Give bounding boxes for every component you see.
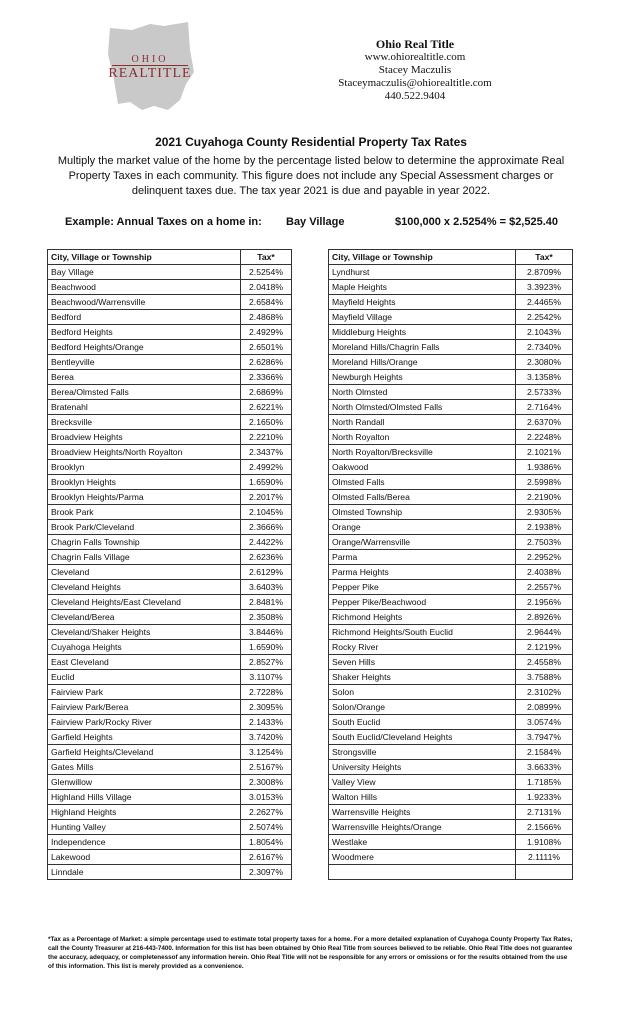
contact-block	[305, 38, 525, 103]
city-cell: Berea/Olmsted Falls	[48, 385, 241, 400]
tax-rate-cell: 2.1433%	[241, 715, 292, 730]
table-row	[329, 325, 573, 340]
tax-rate-cell: 2.6584%	[241, 295, 292, 310]
tax-rate-cell: 2.3008%	[241, 775, 292, 790]
logo-realtitle-text: REALTITLE	[108, 66, 192, 81]
table-row	[48, 760, 292, 775]
city-cell: Pepper Pike/Beachwood	[329, 595, 516, 610]
table-row	[48, 325, 292, 340]
tax-rate-cell: 2.3095%	[241, 700, 292, 715]
table-row	[329, 670, 573, 685]
tax-rate-cell: 2.2627%	[241, 805, 292, 820]
tax-rate-cell: 2.6286%	[241, 355, 292, 370]
table-row	[329, 865, 573, 880]
city-cell: Rocky River	[329, 640, 516, 655]
tax-rate-cell: 2.8926%	[516, 610, 573, 625]
city-cell: Cleveland/Berea	[48, 610, 241, 625]
city-cell: Lakewood	[48, 850, 241, 865]
table-row	[329, 265, 573, 280]
city-column-header: City, Village or Township	[48, 250, 241, 265]
tax-rate-cell: 2.2017%	[241, 490, 292, 505]
table-row	[48, 295, 292, 310]
table-row	[48, 520, 292, 535]
table-row	[329, 565, 573, 580]
table-row	[329, 745, 573, 760]
tax-rate-cell: 1.9386%	[516, 460, 573, 475]
table-row	[329, 475, 573, 490]
table-row	[329, 385, 573, 400]
table-row	[329, 460, 573, 475]
city-cell: Chagrin Falls Village	[48, 550, 241, 565]
table-row	[329, 295, 573, 310]
city-cell: Bay Village	[48, 265, 241, 280]
tax-rate-cell: 2.1566%	[516, 820, 573, 835]
website-link[interactable]: www.ohiorealtitle.com	[364, 51, 466, 63]
tax-rate-cell: 2.7164%	[516, 400, 573, 415]
table-row	[329, 700, 573, 715]
tax-rate-cell: 3.6633%	[516, 760, 573, 775]
city-cell: Euclid	[48, 670, 241, 685]
table-row	[329, 430, 573, 445]
tax-rate-cell: 2.0899%	[516, 700, 573, 715]
tax-rate-cell: 1.9233%	[516, 790, 573, 805]
table-row	[329, 280, 573, 295]
company-name: Ohio Real Title	[375, 37, 455, 51]
tax-rate-cell: 2.1650%	[241, 415, 292, 430]
city-cell: Warrensville Heights	[329, 805, 516, 820]
tax-rate-cell: 3.0153%	[241, 790, 292, 805]
tax-rate-cell: 1.9108%	[516, 835, 573, 850]
table-row	[329, 505, 573, 520]
city-cell: Solon/Orange	[329, 700, 516, 715]
table-row	[48, 310, 292, 325]
tax-rate-cell: 2.6129%	[241, 565, 292, 580]
footnote: *Tax as a Percentage of Market: a simple percentage used to estimate total property taxes for a home. For a more detailed explanation of Cuyahoga County Property Tax Rates, call the County Treasurer at 216-443-7400. Information for this list has been obtained by Ohio Real Title from sources believed to be reliable. Ohio Real Title does not guarantee the accuracy, adequacy, or completenessof any information herein. Ohio Real Title will not be responsible for any errors or omissions or for the results obtained from the use of this information. This list is merely provided as a convenience.	[48, 936, 573, 970]
city-cell: Richmond Heights/South Euclid	[329, 625, 516, 640]
city-cell: Brecksville	[48, 415, 241, 430]
example-calculation: $100,000 x 2.5254% = $2,525.40	[395, 216, 559, 228]
city-cell: Pepper Pike	[329, 580, 516, 595]
city-cell: Hunting Valley	[48, 820, 241, 835]
city-cell: Oakwood	[329, 460, 516, 475]
city-cell: Beachwood/Warrensville	[48, 295, 241, 310]
table-row	[329, 595, 573, 610]
city-cell: Parma Heights	[329, 565, 516, 580]
table-row	[48, 385, 292, 400]
tax-rate-cell: 2.1043%	[516, 325, 573, 340]
table-row	[48, 535, 292, 550]
tax-rate-cell: 2.7131%	[516, 805, 573, 820]
tax-rate-cell: 2.1938%	[516, 520, 573, 535]
table-row	[329, 415, 573, 430]
table-row	[329, 445, 573, 460]
city-cell: Linndale	[48, 865, 241, 880]
tax-rate-cell: 2.7228%	[241, 685, 292, 700]
tax-rate-cell: 2.1584%	[516, 745, 573, 760]
city-cell	[329, 865, 516, 880]
table-row	[329, 310, 573, 325]
table-row	[329, 535, 573, 550]
table-row	[48, 265, 292, 280]
tax-rate-cell: 2.2248%	[516, 430, 573, 445]
table-row	[48, 670, 292, 685]
table-row	[329, 625, 573, 640]
city-cell: Highland Heights	[48, 805, 241, 820]
tax-rate-cell: 2.2557%	[516, 580, 573, 595]
tax-rate-cell: 2.4558%	[516, 655, 573, 670]
tax-column-header: Tax*	[516, 250, 573, 265]
city-cell: Strongsville	[329, 745, 516, 760]
table-row	[48, 745, 292, 760]
table-row	[329, 340, 573, 355]
table-row	[48, 820, 292, 835]
city-cell: North Royalton/Brecksville	[329, 445, 516, 460]
tax-rate-cell: 2.4038%	[516, 565, 573, 580]
city-cell: Lyndhurst	[329, 265, 516, 280]
table-row	[329, 715, 573, 730]
table-row	[48, 475, 292, 490]
tax-rate-cell: 2.9644%	[516, 625, 573, 640]
city-cell: Olmsted Falls	[329, 475, 516, 490]
table-row	[48, 595, 292, 610]
table-row	[48, 580, 292, 595]
tax-rate-cell: 1.7185%	[516, 775, 573, 790]
table-row	[329, 355, 573, 370]
tax-rate-cell: 2.6236%	[241, 550, 292, 565]
city-cell: South Euclid	[329, 715, 516, 730]
email-link[interactable]: Staceymaczulis@ohiorealtitle.com	[338, 77, 492, 89]
tax-rate-cell: 2.8709%	[516, 265, 573, 280]
city-cell: Independence	[48, 835, 241, 850]
tax-rate-cell: 2.5074%	[241, 820, 292, 835]
city-cell: Shaker Heights	[329, 670, 516, 685]
table-row	[329, 655, 573, 670]
city-cell: Orange	[329, 520, 516, 535]
city-cell: Brook Park/Cleveland	[48, 520, 241, 535]
city-cell: Cleveland Heights/East Cleveland	[48, 595, 241, 610]
phone-number: 440.522.9404	[384, 90, 446, 102]
city-cell: Fairview Park/Berea	[48, 700, 241, 715]
table-row	[48, 730, 292, 745]
city-cell: Maple Heights	[329, 280, 516, 295]
city-cell: Cleveland	[48, 565, 241, 580]
city-cell: University Heights	[329, 760, 516, 775]
tax-rate-cell: 2.4929%	[241, 325, 292, 340]
city-cell: Moreland Hills/Orange	[329, 355, 516, 370]
city-cell: Highland Hills Village	[48, 790, 241, 805]
tax-rate-cell: 2.0418%	[241, 280, 292, 295]
table-row	[329, 760, 573, 775]
table-row	[48, 775, 292, 790]
tax-rate-cell: 1.6590%	[241, 475, 292, 490]
city-cell: Fairview Park/Rocky River	[48, 715, 241, 730]
city-cell: Richmond Heights	[329, 610, 516, 625]
city-cell: Chagrin Falls Township	[48, 535, 241, 550]
city-cell: Brooklyn Heights/Parma	[48, 490, 241, 505]
table-row	[48, 430, 292, 445]
city-cell: Bedford Heights	[48, 325, 241, 340]
city-cell: North Royalton	[329, 430, 516, 445]
ohio-real-title-logo	[102, 20, 198, 112]
tax-rate-cell: 2.3508%	[241, 610, 292, 625]
city-cell: Woodmere	[329, 850, 516, 865]
tax-rate-cell: 2.9305%	[516, 505, 573, 520]
tax-rate-cell: 2.4868%	[241, 310, 292, 325]
tax-rate-cell: 2.4465%	[516, 295, 573, 310]
tax-rate-cell: 2.4992%	[241, 460, 292, 475]
table-row	[48, 565, 292, 580]
table-row	[48, 610, 292, 625]
table-row	[329, 805, 573, 820]
city-cell: Cleveland/Shaker Heights	[48, 625, 241, 640]
table-row	[329, 640, 573, 655]
tax-rate-cell: 3.0574%	[516, 715, 573, 730]
tax-rate-cell: 2.3666%	[241, 520, 292, 535]
city-cell: Olmsted Falls/Berea	[329, 490, 516, 505]
table-row	[48, 640, 292, 655]
table-row	[48, 355, 292, 370]
table-row	[48, 415, 292, 430]
tax-rate-cell	[516, 865, 573, 880]
tax-rate-cell: 3.1358%	[516, 370, 573, 385]
city-cell: Bratenahl	[48, 400, 241, 415]
table-row	[48, 400, 292, 415]
tax-rate-cell: 2.1045%	[241, 505, 292, 520]
tax-rate-cell: 2.4422%	[241, 535, 292, 550]
tax-rate-cell: 2.1111%	[516, 850, 573, 865]
table-row	[48, 490, 292, 505]
city-cell: Brooklyn	[48, 460, 241, 475]
city-cell: Bedford Heights/Orange	[48, 340, 241, 355]
tax-rate-cell: 3.1107%	[241, 670, 292, 685]
table-row	[48, 550, 292, 565]
tax-rate-cell: 3.8446%	[241, 625, 292, 640]
city-cell: Fairview Park	[48, 685, 241, 700]
tax-rate-cell: 2.5998%	[516, 475, 573, 490]
tax-rate-cell: 2.7503%	[516, 535, 573, 550]
tax-rate-cell: 2.2210%	[241, 430, 292, 445]
city-cell: Seven Hills	[329, 655, 516, 670]
table-row	[329, 610, 573, 625]
tax-rate-cell: 1.8054%	[241, 835, 292, 850]
tax-rate-cell: 2.3080%	[516, 355, 573, 370]
table-row	[329, 400, 573, 415]
tax-rate-cell: 2.6501%	[241, 340, 292, 355]
city-cell: Bentleyville	[48, 355, 241, 370]
table-row	[48, 505, 292, 520]
city-cell: Brook Park	[48, 505, 241, 520]
city-cell: Broadview Heights/North Royalton	[48, 445, 241, 460]
city-cell: Moreland Hills/Chagrin Falls	[329, 340, 516, 355]
city-column-header: City, Village or Township	[329, 250, 516, 265]
tax-rate-cell: 2.1956%	[516, 595, 573, 610]
table-row	[329, 850, 573, 865]
table-row	[329, 820, 573, 835]
tax-rate-cell: 2.6167%	[241, 850, 292, 865]
table-row	[48, 370, 292, 385]
tax-rate-cell: 2.1021%	[516, 445, 573, 460]
tax-rate-cell: 3.6403%	[241, 580, 292, 595]
city-cell: Solon	[329, 685, 516, 700]
table-row	[48, 685, 292, 700]
table-row	[48, 700, 292, 715]
tax-rate-cell: 2.6370%	[516, 415, 573, 430]
table-row	[48, 715, 292, 730]
table-header-row	[48, 250, 292, 265]
city-cell: Newburgh Heights	[329, 370, 516, 385]
table-row	[329, 550, 573, 565]
tax-column-header: Tax*	[241, 250, 292, 265]
table-row	[48, 655, 292, 670]
city-cell: Walton Hills	[329, 790, 516, 805]
table-row	[329, 685, 573, 700]
tax-rate-cell: 2.8527%	[241, 655, 292, 670]
city-cell: Cleveland Heights	[48, 580, 241, 595]
table-row	[48, 805, 292, 820]
tax-rate-cell: 2.5733%	[516, 385, 573, 400]
tax-rate-cell: 2.5167%	[241, 760, 292, 775]
city-cell: Valley View	[329, 775, 516, 790]
tax-rate-cell: 1.6590%	[241, 640, 292, 655]
city-cell: Gates Mills	[48, 760, 241, 775]
tax-rate-cell: 2.1219%	[516, 640, 573, 655]
table-row	[329, 835, 573, 850]
tax-rate-cell: 3.7420%	[241, 730, 292, 745]
city-cell: Glenwillow	[48, 775, 241, 790]
city-cell: Cuyahoga Heights	[48, 640, 241, 655]
city-cell: Broadview Heights	[48, 430, 241, 445]
tax-rate-cell: 2.6869%	[241, 385, 292, 400]
tax-rate-cell: 3.3923%	[516, 280, 573, 295]
tax-rate-cell: 2.7340%	[516, 340, 573, 355]
city-cell: North Olmsted	[329, 385, 516, 400]
table-row	[48, 340, 292, 355]
tax-rate-cell: 2.5254%	[241, 265, 292, 280]
tax-table-left	[47, 249, 292, 880]
table-row	[329, 520, 573, 535]
city-cell: Garfield Heights	[48, 730, 241, 745]
page-title: 2021 Cuyahoga County Residential Property Tax Rates	[155, 135, 467, 149]
city-cell: Bedford	[48, 310, 241, 325]
table-row	[48, 850, 292, 865]
city-cell: Brooklyn Heights	[48, 475, 241, 490]
tax-table-right	[328, 249, 573, 880]
contact-person: Stacey Maczulis	[378, 64, 452, 76]
city-cell: North Olmsted/Olmsted Falls	[329, 400, 516, 415]
tax-rate-cell: 2.8481%	[241, 595, 292, 610]
city-cell: Mayfield Village	[329, 310, 516, 325]
city-cell: East Cleveland	[48, 655, 241, 670]
city-cell: Beachwood	[48, 280, 241, 295]
tax-rate-cell: 2.3097%	[241, 865, 292, 880]
table-row	[48, 835, 292, 850]
logo-ohio-text: OHIO	[131, 54, 169, 65]
table-row	[48, 460, 292, 475]
city-cell: North Randall	[329, 415, 516, 430]
tax-rate-cell: 3.7947%	[516, 730, 573, 745]
table-row	[48, 280, 292, 295]
intro-paragraph: Multiply the market value of the home by the percentage listed below to determine the approximate Real Property Taxes in each community. This figure does not include any Special Assessment charges or delinquent taxes due. The tax year 2021 is due and payable in year 2022.	[57, 155, 565, 197]
tax-rate-cell: 3.1254%	[241, 745, 292, 760]
table-row	[329, 580, 573, 595]
example-city: Bay Village	[286, 216, 345, 228]
tax-rate-cell: 2.3437%	[241, 445, 292, 460]
city-cell: Middleburg Heights	[329, 325, 516, 340]
tax-rate-cell: 2.2952%	[516, 550, 573, 565]
table-row	[329, 775, 573, 790]
table-row	[48, 865, 292, 880]
city-cell: Westlake	[329, 835, 516, 850]
tax-rate-cell: 3.7588%	[516, 670, 573, 685]
example-label: Example: Annual Taxes on a home in:	[65, 216, 262, 228]
city-cell: Orange/Warrensville	[329, 535, 516, 550]
tax-rate-cell: 2.6221%	[241, 400, 292, 415]
tax-rate-cell: 2.3102%	[516, 685, 573, 700]
table-row	[329, 370, 573, 385]
table-row	[329, 730, 573, 745]
city-cell: Warrensville Heights/Orange	[329, 820, 516, 835]
table-row	[329, 490, 573, 505]
tax-rate-cell: 2.2190%	[516, 490, 573, 505]
table-row	[329, 790, 573, 805]
table-row	[48, 445, 292, 460]
tax-rate-cell: 2.2542%	[516, 310, 573, 325]
city-cell: Parma	[329, 550, 516, 565]
city-cell: Olmsted Township	[329, 505, 516, 520]
tax-rate-cell: 2.3366%	[241, 370, 292, 385]
city-cell: Garfield Heights/Cleveland	[48, 745, 241, 760]
city-cell: South Euclid/Cleveland Heights	[329, 730, 516, 745]
city-cell: Mayfield Heights	[329, 295, 516, 310]
table-row	[48, 625, 292, 640]
table-row	[48, 790, 292, 805]
city-cell: Berea	[48, 370, 241, 385]
table-header-row	[329, 250, 573, 265]
